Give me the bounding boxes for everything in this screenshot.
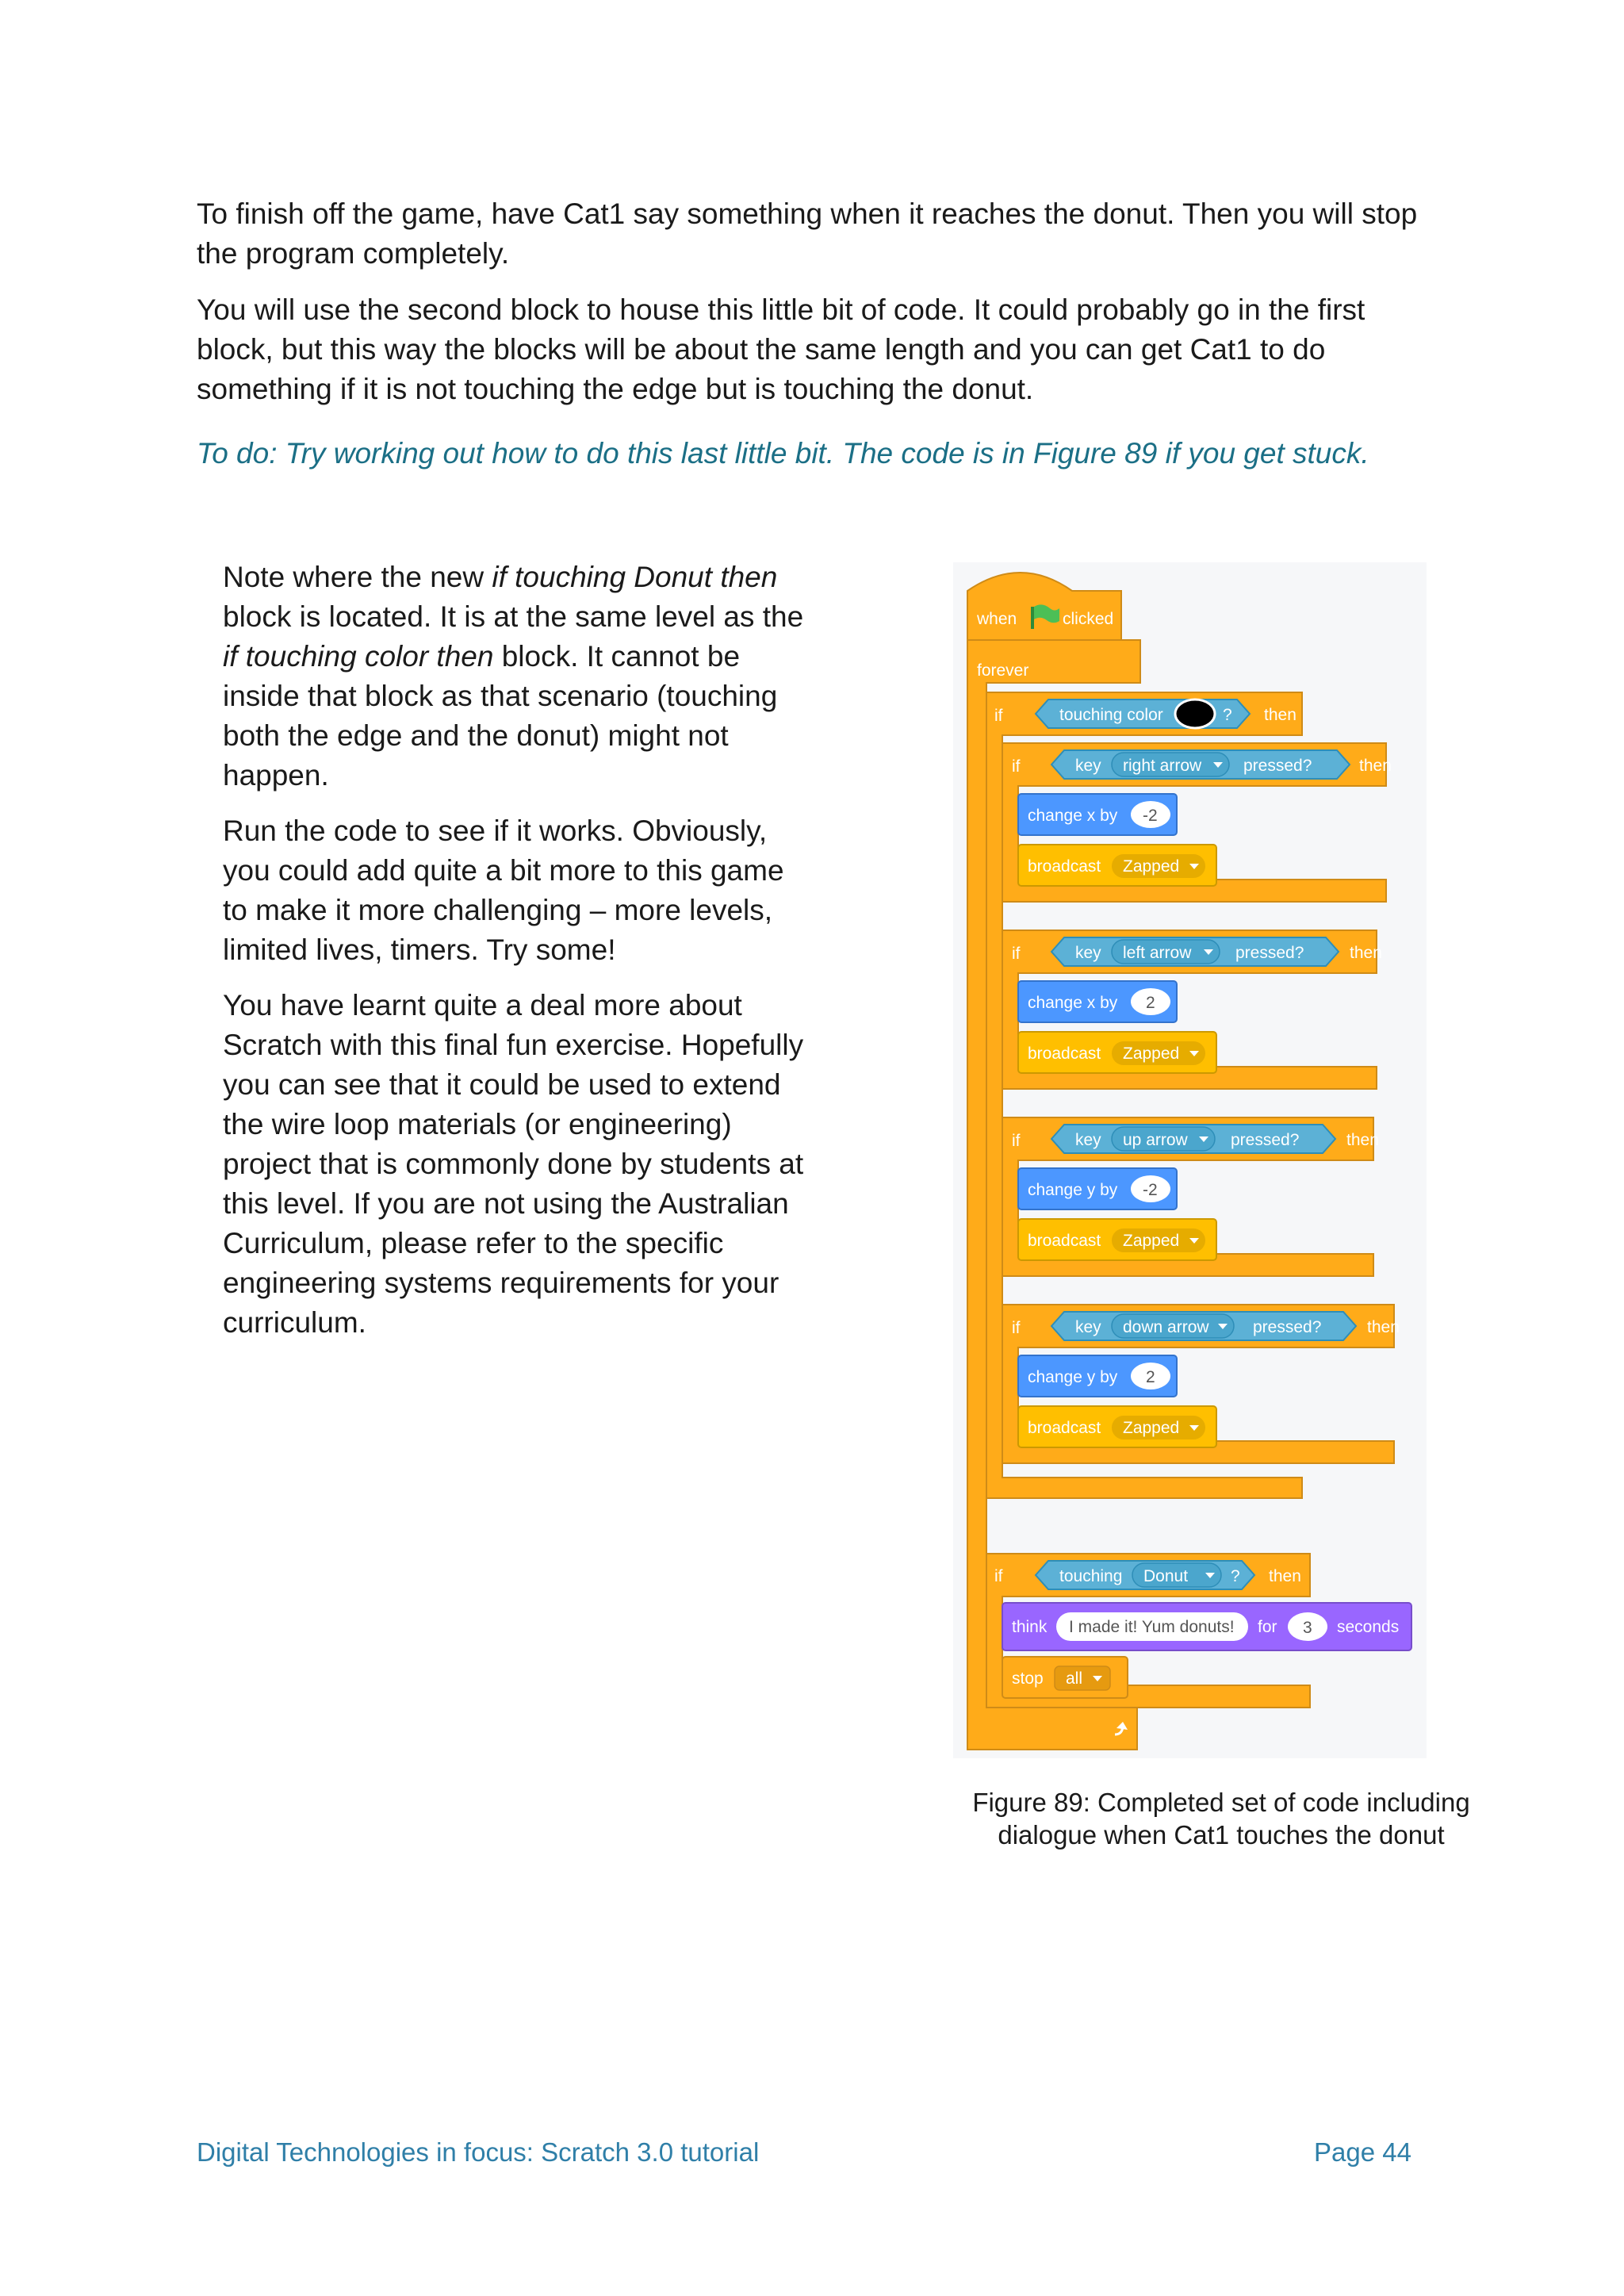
left-paragraph-1: Note where the new if touching Donut then block is located. It is at the same level as the if touching color then block. It cannot be inside that block as that scenario (touching both the edge and the donut) might not happen. [223, 561, 804, 792]
svg-text:2: 2 [1146, 994, 1155, 1012]
svg-text:if: if [1012, 1132, 1021, 1150]
svg-text:Zapped: Zapped [1123, 1419, 1180, 1437]
svg-text:if: if [994, 707, 1003, 725]
svg-text:pressed?: pressed? [1253, 1318, 1322, 1336]
footer-title: Digital Technologies in focus: Scratch 3.0 tutorial [197, 2137, 760, 2167]
left-paragraph-3: You have learnt quite a deal more about Scratch with this final fun exercise. Hopefully you can see that it could be used to extend the wire loop materials (or engineering) project that is commonly done by students at this level. If you are not using the Australian Curriculum, please refer to the specific engineering systems requirements for your curriculum. [223, 989, 804, 1339]
svg-text:key: key [1075, 1131, 1101, 1149]
svg-text:then: then [1367, 1318, 1400, 1336]
figure-caption: Figure 89: Completed set of code including dialogue when Cat1 touches the donut [972, 1788, 1470, 1849]
svg-text:up arrow: up arrow [1123, 1131, 1188, 1149]
scratch-code-svg [953, 562, 1427, 1758]
svg-text:then: then [1350, 944, 1382, 962]
when-label: when [977, 610, 1017, 628]
svg-text:if: if [1012, 945, 1021, 963]
svg-text:broadcast: broadcast [1028, 857, 1101, 876]
svg-text:touching color: touching color [1059, 706, 1163, 724]
svg-text:-2: -2 [1143, 807, 1158, 825]
svg-text:2: 2 [1146, 1368, 1155, 1386]
svg-text:think: think [1012, 1618, 1048, 1636]
svg-text:change x by: change x by [1028, 807, 1118, 825]
svg-text:broadcast: broadcast [1028, 1045, 1101, 1063]
svg-text:left arrow: left arrow [1123, 944, 1192, 962]
svg-text:key: key [1075, 1318, 1101, 1336]
svg-text:change y by: change y by [1028, 1368, 1118, 1386]
svg-text:pressed?: pressed? [1235, 944, 1304, 962]
svg-text:I made it! Yum donuts!: I made it! Yum donuts! [1069, 1618, 1235, 1636]
page-number: Page 44 [1314, 2137, 1411, 2167]
svg-text:3: 3 [1303, 1619, 1312, 1637]
svg-text:pressed?: pressed? [1231, 1131, 1300, 1149]
svg-text:key: key [1075, 944, 1101, 962]
svg-text:if: if [1012, 1319, 1021, 1337]
svg-text:change x by: change x by [1028, 994, 1118, 1012]
clicked-label: clicked [1063, 610, 1114, 628]
svg-text:touching: touching [1059, 1567, 1123, 1585]
svg-text:then: then [1264, 706, 1297, 724]
intro-paragraph-2: You will use the second block to house this little bit of code. It could probably go in the first block, but this way the blocks will be about the same length and you can get Cat1 to do something if it is not touching the edge but is touching the donut. [197, 293, 1365, 405]
svg-text:down arrow: down arrow [1123, 1318, 1209, 1336]
svg-text:Zapped: Zapped [1123, 857, 1180, 876]
scratch-code-figure [953, 562, 1427, 1758]
svg-text:then: then [1269, 1567, 1301, 1585]
svg-text:if: if [994, 1567, 1003, 1585]
svg-text:?: ? [1231, 1567, 1240, 1585]
svg-text:for: for [1258, 1618, 1277, 1636]
svg-text:stop: stop [1012, 1669, 1044, 1688]
left-paragraph-2: Run the code to see if it works. Obviously, you could add quite a bit more to this game to make it more challenging – more levels, limited lives, timers. Try some! [223, 815, 784, 966]
left-column-text [223, 558, 810, 1359]
intro-paragraph-1: To finish off the game, have Cat1 say something when it reaches the donut. Then you will stop the program completely. [197, 197, 1418, 270]
todo-instruction: To do: Try working out how to do this last little bit. The code is in Figure 89 if you get stuck. [197, 437, 1369, 470]
svg-text:if: if [1012, 757, 1021, 776]
color-swatch [1175, 700, 1215, 728]
svg-text:Zapped: Zapped [1123, 1232, 1180, 1250]
svg-text:Donut: Donut [1143, 1567, 1189, 1585]
svg-text:change y by: change y by [1028, 1181, 1118, 1199]
svg-text:key: key [1075, 757, 1101, 775]
svg-text:right arrow: right arrow [1123, 757, 1202, 775]
svg-text:pressed?: pressed? [1243, 757, 1312, 775]
forever-label: forever [977, 661, 1029, 680]
svg-text:seconds: seconds [1337, 1618, 1400, 1636]
svg-text:broadcast: broadcast [1028, 1232, 1101, 1250]
svg-text:then: then [1359, 757, 1392, 775]
svg-text:?: ? [1223, 706, 1232, 724]
svg-text:all: all [1066, 1669, 1083, 1688]
svg-text:-2: -2 [1143, 1181, 1158, 1199]
svg-text:Zapped: Zapped [1123, 1045, 1180, 1063]
svg-text:then: then [1346, 1131, 1379, 1149]
svg-text:broadcast: broadcast [1028, 1419, 1101, 1437]
